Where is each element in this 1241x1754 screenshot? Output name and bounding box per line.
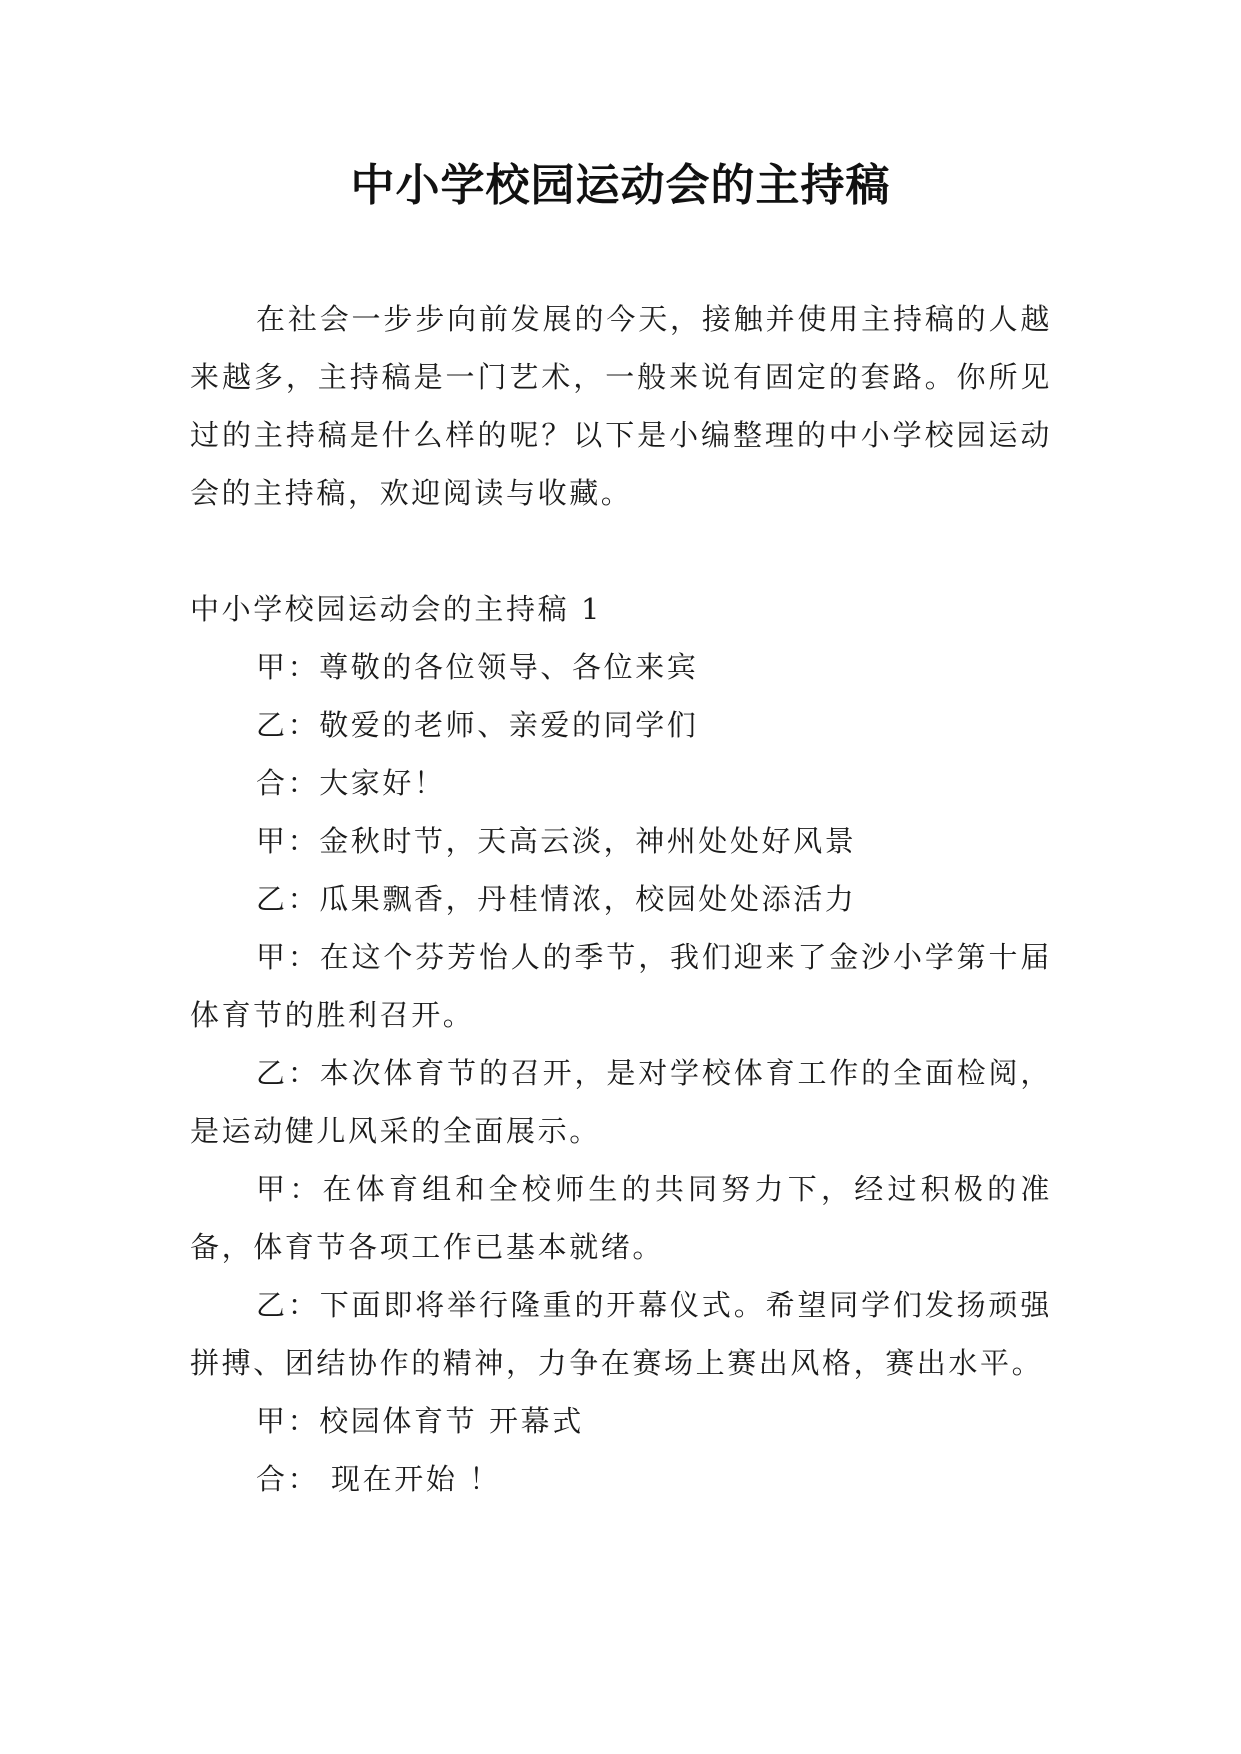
script-line: 甲：校园体育节 开幕式 xyxy=(256,1404,584,1438)
script-line: 甲：尊敬的各位领导、各位来宾 xyxy=(256,650,699,684)
section-heading: 中小学校园运动会的主持稿 1 xyxy=(190,592,603,626)
script-line: 乙：下面即将举行隆重的开幕仪式。希望同学们发扬顽强拼搏、团结协作的精神，力争在赛场上赛出风格，赛出水平。 xyxy=(190,1288,1052,1380)
document-body xyxy=(190,290,1052,1508)
intro-paragraph: 在社会一步步向前发展的今天，接触并使用主持稿的人越来越多，主持稿是一门艺术，一般来说有固定的套路。你所见过的主持稿是什么样的呢？以下是小编整理的中小学校园运动会的主持稿，欢迎阅读与收藏。 xyxy=(190,302,1052,510)
script-line: 甲：金秋时节，天高云淡，神州处处好风景 xyxy=(256,824,857,858)
script-line: 甲：在体育组和全校师生的共同努力下，经过积极的准备，体育节各项工作已基本就绪。 xyxy=(190,1172,1052,1264)
script-line: 乙：敬爱的老师、亲爱的同学们 xyxy=(256,708,699,742)
script-line: 乙：本次体育节的召开，是对学校体育工作的全面检阅，是运动健儿风采的全面展示。 xyxy=(190,1056,1052,1148)
script-line: 甲：在这个芬芳怡人的季节，我们迎来了金沙小学第十届体育节的胜利召开。 xyxy=(190,940,1052,1032)
document-title: 中小学校园运动会的主持稿 xyxy=(350,160,891,211)
script-line: 合：大家好！ xyxy=(256,766,446,800)
script-line: 合： 现在开始 ！ xyxy=(256,1462,501,1496)
script-line: 乙：瓜果飘香，丹桂情浓，校园处处添活力 xyxy=(256,882,857,916)
